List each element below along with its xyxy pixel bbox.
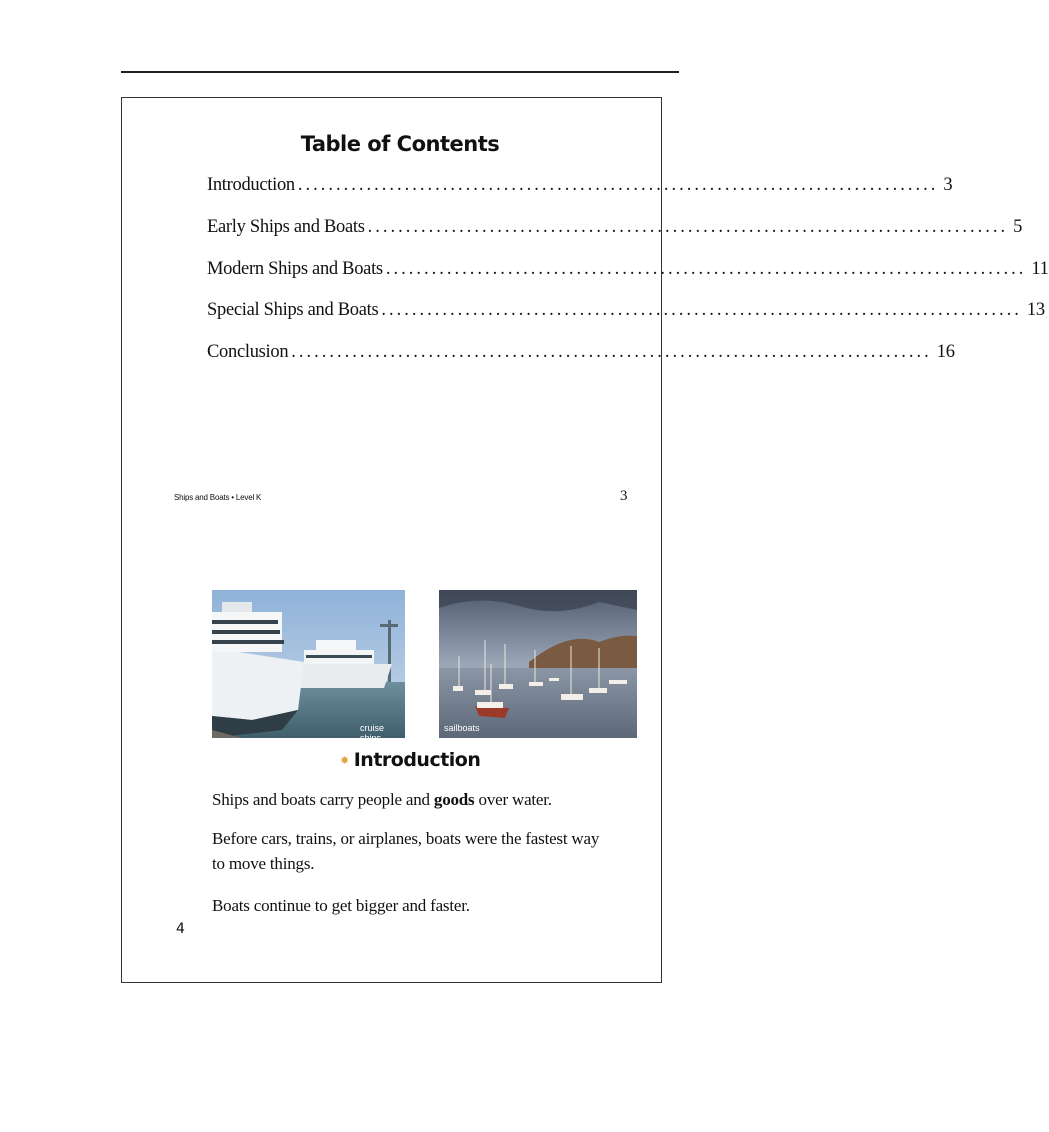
toc-entry-label: Conclusion [207, 342, 289, 362]
photo-caption: sailboats [444, 723, 480, 733]
paragraph-text: over water. [474, 790, 552, 809]
toc-entry-page: 5 [1013, 217, 1023, 237]
toc-entry-page: 3 [943, 175, 953, 195]
toc-entry [207, 259, 1049, 285]
toc-entry-label: Introduction [207, 175, 295, 195]
toc-entry [207, 175, 953, 201]
sailboats-photo [439, 590, 637, 738]
toc-leader-dots: .................................................................................... [291, 342, 932, 362]
page-number: 4 [176, 921, 185, 937]
toc-entry-label: Modern Ships and Boats [207, 259, 383, 279]
toc-entry-page: 16 [936, 342, 955, 362]
glossary-word: goods [433, 790, 475, 809]
intro-paragraph-3: Boats continue to get bigger and faster. [212, 896, 470, 915]
intro-heading-text: Introduction [353, 749, 481, 771]
intro-paragraph-2: Before cars, trains, or airplanes, boats were the fastest way to move things. [212, 829, 600, 873]
toc-entry [207, 342, 955, 368]
toc-title: Table of Contents [300, 132, 500, 156]
star-icon: ✸ [340, 753, 349, 767]
intro-heading [340, 749, 480, 771]
photo-caption: cruise ships [360, 723, 385, 743]
page-number: 3 [620, 488, 628, 504]
cruise-ships-photo [212, 590, 405, 743]
toc-leader-dots: .................................................................................... [297, 175, 939, 195]
intro-paragraph-1 [212, 787, 612, 812]
top-rule [121, 71, 679, 73]
toc-entry-page: 13 [1026, 300, 1045, 320]
toc-leader-dots: .................................................................................... [385, 259, 1027, 279]
book-footer: Ships and Boats • Level K [174, 493, 262, 502]
toc-entry [207, 300, 1045, 326]
toc-entry-label: Early Ships and Boats [207, 217, 365, 237]
toc-entry-page: 11 [1031, 259, 1049, 279]
toc-leader-dots: .................................................................................... [381, 300, 1022, 320]
toc-entry-label: Special Ships and Boats [207, 300, 379, 320]
paragraph-text: Ships and boats carry people and [212, 790, 434, 809]
toc-entry [207, 217, 1023, 243]
toc-leader-dots: .................................................................................... [367, 217, 1009, 237]
